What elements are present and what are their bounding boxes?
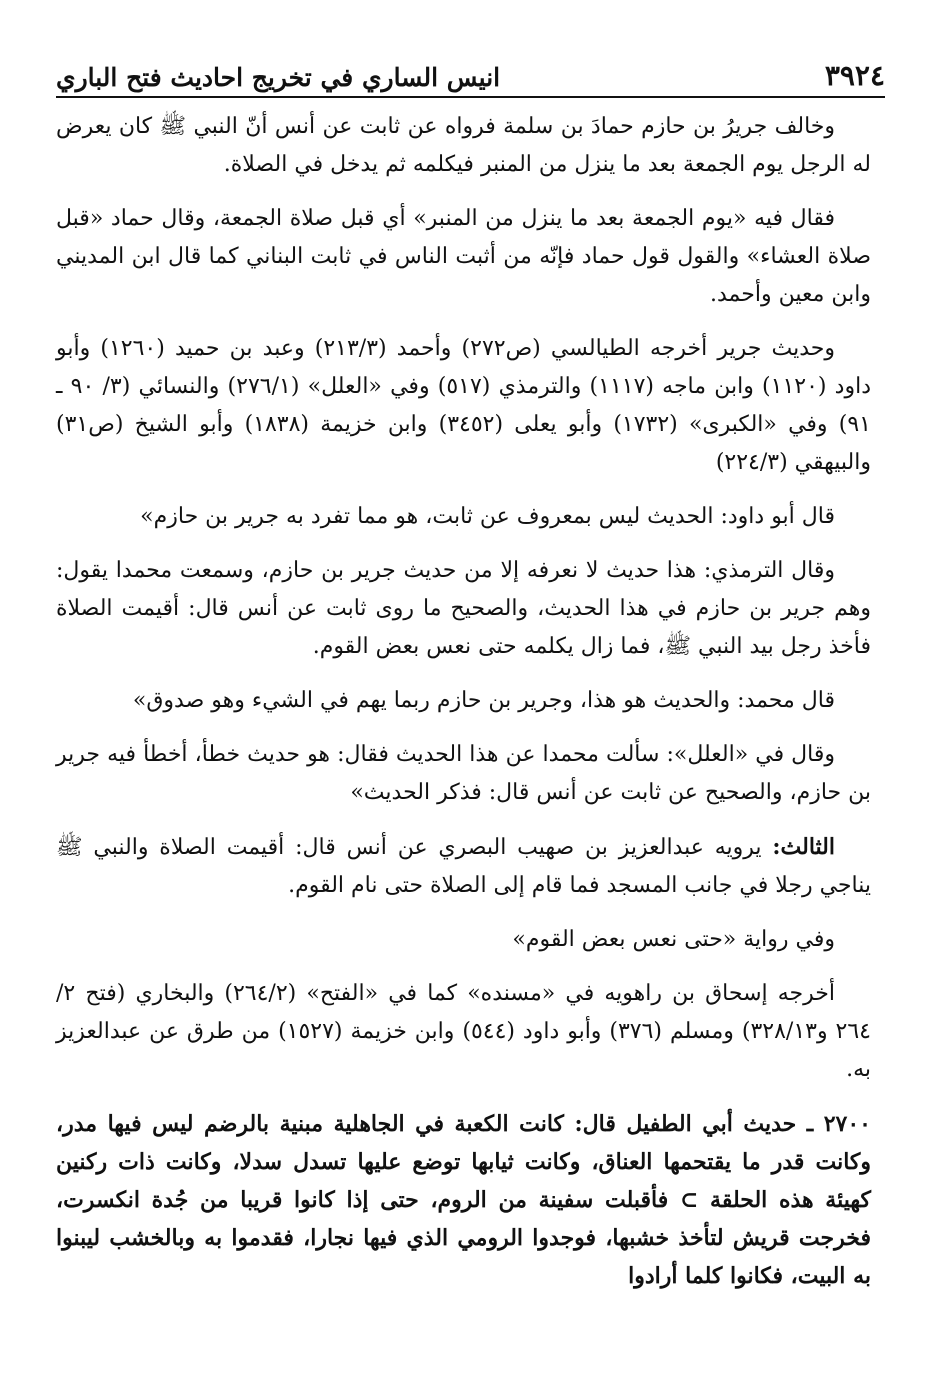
paragraph: قال محمد: والحديث هو هذا، وجرير بن حازم ربما يهم في الشيء وهو صدوق» <box>132 688 835 713</box>
paragraph: وقال الترمذي: هذا حديث لا نعرفه إلا من حديث جرير بن حازم، وسمعت محمدا يقول: وهم جرير بن حازم في هذا الحديث، والصحيح ما روى ثابت عن أنس قال: أقيمت الصلاة فأخذ رجل بيد النبي ﷺ، فما زال يكلمه حتى نعس بعض القوم. <box>56 558 871 659</box>
hadith-number: ٢٧٠٠ <box>823 1111 871 1137</box>
paragraph <box>56 828 871 905</box>
paragraph-text: يرويه عبدالعزيز بن صهيب البصري عن أنس قال: أقيمت الصلاة والنبي ﷺ يناجي رجلا في جانب المسجد فما قام إلى الصلاة حتى نام القوم. <box>56 835 871 898</box>
page-header <box>56 44 885 98</box>
page-number: ٣٩٢٤ <box>824 59 885 92</box>
running-title: انيس الساري في تخريج احاديث فتح الباري <box>56 63 501 92</box>
section-label: الثالث: <box>772 834 835 860</box>
paragraph: وقال في «العلل»: سألت محمدا عن هذا الحديث فقال: هو حديث خطأ، أخطأ فيه جرير بن حازم، والصحيح عن ثابت عن أنس قال: فذكر الحديث» <box>56 742 871 805</box>
paragraph: فقال فيه «يوم الجمعة بعد ما ينزل من المنبر» أي قبل صلاة الجمعة، وقال حماد «قبل صلاة العشاء» والقول قول حماد فإنّه من أثبت الناس في ثابت البناني كما قال ابن المديني وابن معين وأحمد. <box>56 206 871 307</box>
hadith-entry <box>56 1105 871 1295</box>
paragraph: قال أبو داود: الحديث ليس بمعروف عن ثابت، هو مما تفرد به جرير بن حازم» <box>140 504 835 529</box>
page-body <box>56 108 871 1311</box>
hadith-intro: ـ حديث أبي الطفيل قال: <box>564 1111 824 1137</box>
paragraph: وخالف جريرُ بن حازم حمادَ بن سلمة فرواه عن ثابت عن أنس أنّ النبي ﷺ كان يعرض له الرجل يوم الجمعة بعد ما ينزل من المنبر فيكلمه ثم يدخل في الصلاة. <box>56 114 871 177</box>
paragraph: وحديث جرير أخرجه الطيالسي (ص٢٧٢) وأحمد (٢١٣/٣) وعبد بن حميد (١٢٦٠) وأبو داود (١١٢٠) وابن ماجه (١١١٧) والترمذي (٥١٧) وفي «العلل» (٢٧٦/١) والنسائي (٣/ ٩٠ ـ ٩١) وفي «الكبرى» (١٧٣٢) وأبو يعلى (٣٤٥٢) وابن خزيمة (١٨٣٨) وأبو الشيخ (ص٣١) والبيهقي (٢٢٤/٣) <box>56 336 871 475</box>
paragraph: وفي رواية «حتى نعس بعض القوم» <box>512 927 835 952</box>
paragraph: أخرجه إسحاق بن راهويه في «مسنده» كما في «الفتح» (٢٦٤/٢) والبخاري (فتح ٢/ ٢٦٤ و٣٢٨/١٣) ومسلم (٣٧٦) وأبو داود (٥٤٤) وابن خزيمة (١٥٢٧) من طرق عن عبدالعزيز به. <box>56 981 871 1082</box>
hadith-text: كانت الكعبة في الجاهلية مبنية بالرضم ليس فيها مدر، وكانت قدر ما يقتحمها العناق، وكانت ثيابها توضع عليها تسدل سدلا، وكانت ذات ركنين كهيئة هذه الحلقة ⊃ فأقبلت سفينة من الروم، حتى إذا كانوا قريبا من جُدة انكسرت، فخرجت قريش لتأخذ خشبها، فوجدوا الرومي الذي فيها نجارا، فقدموا به وبالخشب ليبنوا به البيت، فكانوا كلما أرادوا <box>56 1111 871 1289</box>
